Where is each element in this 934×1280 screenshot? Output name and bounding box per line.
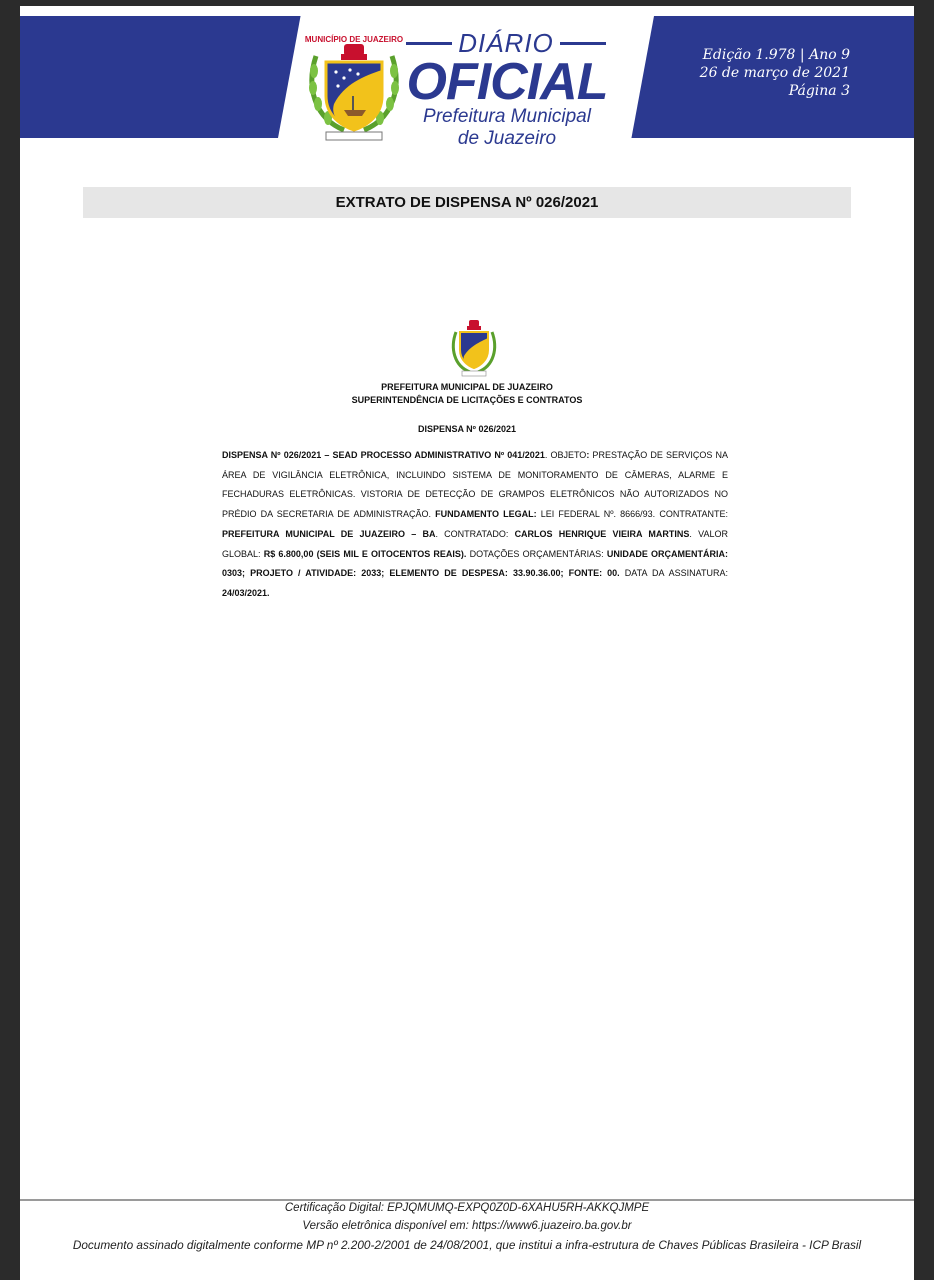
body-s3: : bbox=[586, 450, 590, 460]
body-s15: 24/03/2021. bbox=[222, 587, 270, 598]
municipal-crest-icon bbox=[304, 26, 404, 142]
svg-text:MUNICÍPIO DE JUAZEIRO: MUNICÍPIO DE JUAZEIRO bbox=[304, 35, 404, 44]
brand-subtitle-1: Prefeitura Municipal bbox=[423, 106, 591, 127]
body-s9: CARLOS HENRIQUE VIEIRA MARTINS bbox=[514, 528, 690, 539]
edition-number: Edição 1.978 | Ano 9 bbox=[702, 47, 850, 63]
edition-page: Página 3 bbox=[788, 83, 850, 99]
header-banner bbox=[20, 16, 914, 149]
body-s13: UNIDADE ORÇAMENTÁRIA: 0303; PROJETO / ATIVIDADE: 2033; ELEMENTO DE DESPESA: 33.90.36.00; FONTE: 00. bbox=[222, 548, 729, 579]
edition-date: 26 de março de 2021 bbox=[699, 65, 850, 81]
municipal-crest-small-icon bbox=[450, 316, 498, 378]
document-title-bar bbox=[83, 187, 851, 218]
body-s7: PREFEITURA MUNICIPAL DE JUAZEIRO – BA bbox=[222, 528, 436, 539]
brand-rule-left bbox=[406, 42, 452, 45]
brand-subtitle-2: de Juazeiro bbox=[457, 128, 557, 149]
document-body bbox=[222, 446, 728, 604]
footer-divider bbox=[20, 1199, 914, 1201]
body-s11: R$ 6.800,00 (SEIS MIL E OITOCENTOS REAIS). bbox=[263, 548, 467, 559]
body-s5: FUNDAMENTO LEGAL: bbox=[435, 509, 537, 520]
brand-rule-right bbox=[560, 42, 606, 45]
body-s4: PRESTAÇÃO DE SERVIÇOS NA ÁREA DE VIGILÂNCIA ELETRÔNICA, INCLUINDO SISTEMA DE MONITORAMENTO DE CÂMERAS, ALARME E FECHADURAS ELETRÔNICAS. VISTORIA DE DETECÇÃO DE GRAMPOS ELETRÔNICOS NÃO AUTORIZADOS NO PRÉDIO DA SECRETARIA DE ADMINISTRAÇÃO. bbox=[222, 450, 729, 520]
footer-legal-notice: Documento assinado digitalmente conforme MP nº 2.200-2/2001 de 24/08/2001, que institui a infra-estrutura de Chaves Públicas Brasileira - ICP Brasil bbox=[72, 1238, 862, 1252]
body-s12: DOTAÇÕES ORÇAMENTÁRIAS: bbox=[466, 548, 607, 559]
brand-diario-text: DIÁRIO bbox=[458, 27, 554, 58]
document-page bbox=[20, 6, 914, 1280]
body-s10: . VALOR GLOBAL: bbox=[222, 528, 728, 559]
footer-certification: Certificação Digital: EPJQMUMQ-EXPQ0Z0D-6XAHU5RH-AKKQJMPE bbox=[284, 1202, 650, 1214]
document-subtitle: DISPENSA Nº 026/2021 bbox=[417, 424, 516, 434]
org-name: PREFEITURA MUNICIPAL DE JUAZEIRO bbox=[381, 382, 553, 392]
document-title: EXTRATO DE DISPENSA Nº 026/2021 bbox=[335, 194, 599, 211]
body-s6: LEI FEDERAL Nº. 8666/93. CONTRATANTE: bbox=[536, 509, 728, 520]
body-s14: DATA DA ASSINATURA: bbox=[619, 568, 728, 579]
body-s8: . CONTRATADO: bbox=[435, 528, 515, 539]
body-s2: . OBJETO bbox=[544, 450, 587, 460]
body-s1: DISPENSA Nº 026/2021 – SEAD PROCESSO ADMINISTRATIVO Nº 041/2021 bbox=[222, 450, 545, 460]
edition-info bbox=[700, 46, 850, 100]
footer-electronic-version: Versão eletrônica disponível em: https://www6.juazeiro.ba.gov.br bbox=[302, 1220, 632, 1232]
org-department: SUPERINTENDÊNCIA DE LICITAÇÕES E CONTRATOS bbox=[351, 395, 583, 405]
brand-oficial: OFICIAL bbox=[406, 53, 608, 111]
